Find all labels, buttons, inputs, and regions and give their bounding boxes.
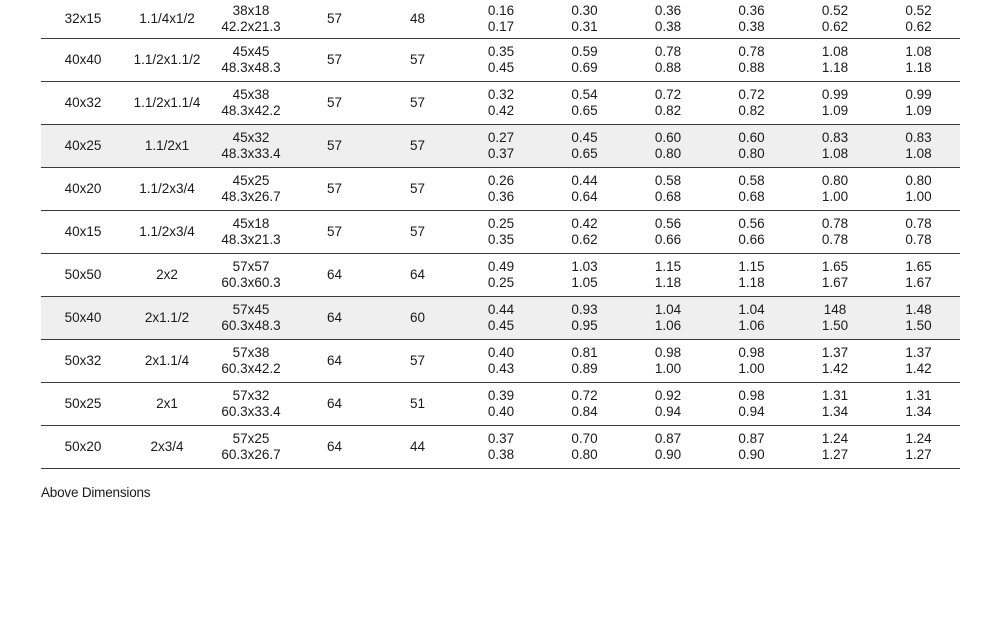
cell-value-1-upper: 0.49 bbox=[487, 258, 515, 274]
cell-value-2-upper: 0.81 bbox=[571, 344, 598, 360]
cell-nominal-mm: 50x40 bbox=[41, 297, 125, 340]
cell-nominal-inch: 2x3/4 bbox=[125, 426, 209, 469]
cell-value-2 bbox=[543, 211, 626, 254]
cell-d: 64 bbox=[293, 254, 376, 297]
cell-value-6-upper: 0.52 bbox=[905, 2, 932, 18]
cell-value-6-lower: 1.09 bbox=[905, 103, 932, 118]
cell-value-2-upper: 0.42 bbox=[571, 215, 598, 231]
cell-nominal-mm: 40x15 bbox=[41, 211, 125, 254]
cell-value-3-lower: 0.80 bbox=[654, 146, 682, 161]
cell-value-3 bbox=[626, 39, 710, 82]
cell-e: 57 bbox=[376, 168, 459, 211]
cell-value-1-upper: 0.16 bbox=[487, 2, 515, 18]
cell-value-6 bbox=[877, 0, 960, 39]
cell-value-3 bbox=[626, 168, 710, 211]
cell-e: 64 bbox=[376, 254, 459, 297]
cell-value-1 bbox=[459, 211, 543, 254]
cell-value-4 bbox=[710, 297, 793, 340]
cell-value-3-lower: 1.06 bbox=[654, 318, 682, 333]
cell-value-3-lower: 0.38 bbox=[654, 19, 682, 34]
cell-value-3-upper: 0.98 bbox=[654, 344, 682, 360]
cell-value-6-lower: 1.00 bbox=[905, 189, 932, 204]
cell-value-6 bbox=[877, 211, 960, 254]
cell-value-6-lower: 1.50 bbox=[905, 318, 932, 333]
cell-nominal-inch: 1.1/4x1/2 bbox=[125, 0, 209, 39]
cell-nominal-inch: 1.1/2x3/4 bbox=[125, 211, 209, 254]
cell-value-6-upper: 1.31 bbox=[905, 387, 932, 403]
cell-value-1-upper: 0.35 bbox=[487, 43, 515, 59]
cell-value-2 bbox=[543, 297, 626, 340]
cell-value-3 bbox=[626, 340, 710, 383]
cell-value-6-upper: 1.37 bbox=[905, 344, 932, 360]
cell-value-6 bbox=[877, 297, 960, 340]
cell-value-4 bbox=[710, 426, 793, 469]
cell-nominal-inch: 2x1 bbox=[125, 383, 209, 426]
cell-value-6 bbox=[877, 426, 960, 469]
cell-nominal-mm: 32x15 bbox=[41, 0, 125, 39]
cell-value-4 bbox=[710, 340, 793, 383]
cell-value-1-lower: 0.42 bbox=[487, 103, 515, 118]
cell-value-3-lower: 0.90 bbox=[654, 447, 682, 462]
cell-value-2 bbox=[543, 125, 626, 168]
cell-value-5-upper: 0.80 bbox=[821, 172, 849, 188]
cell-od-lower: 42.2x21.3 bbox=[221, 19, 281, 34]
table-row bbox=[41, 254, 960, 297]
cell-value-5-upper: 0.52 bbox=[821, 2, 849, 18]
cell-value-5 bbox=[793, 254, 877, 297]
cell-d: 57 bbox=[293, 0, 376, 39]
cell-value-4-upper: 0.58 bbox=[738, 172, 765, 188]
cell-nominal-inch: 2x1.1/4 bbox=[125, 340, 209, 383]
cell-value-3 bbox=[626, 383, 710, 426]
cell-value-6-upper: 0.80 bbox=[905, 172, 932, 188]
cell-value-5 bbox=[793, 82, 877, 125]
cell-value-4-upper: 0.98 bbox=[738, 344, 765, 360]
cell-value-5-lower: 1.08 bbox=[821, 146, 849, 161]
cell-e: 57 bbox=[376, 125, 459, 168]
cell-value-5-lower: 1.50 bbox=[821, 318, 849, 333]
cell-value-4 bbox=[710, 168, 793, 211]
cell-value-3 bbox=[626, 211, 710, 254]
cell-value-4-lower: 0.38 bbox=[738, 19, 765, 34]
cell-nominal-mm: 40x40 bbox=[41, 39, 125, 82]
cell-value-6-lower: 0.62 bbox=[905, 19, 932, 34]
cell-value-5-upper: 1.24 bbox=[821, 430, 849, 446]
cell-value-3-lower: 0.82 bbox=[654, 103, 682, 118]
cell-value-5 bbox=[793, 0, 877, 39]
cell-od-upper: 45x18 bbox=[232, 215, 270, 231]
cell-od-lower: 48.3x42.2 bbox=[221, 103, 281, 118]
cell-value-3-lower: 1.18 bbox=[654, 275, 682, 290]
cell-value-6-upper: 1.08 bbox=[905, 43, 932, 59]
cell-value-2 bbox=[543, 0, 626, 39]
cell-value-5-lower: 1.67 bbox=[821, 275, 849, 290]
cell-nominal-mm: 40x20 bbox=[41, 168, 125, 211]
cell-nominal-inch: 1.1/2x1.1/4 bbox=[125, 82, 209, 125]
cell-value-3-upper: 0.60 bbox=[654, 129, 682, 145]
cell-value-2-lower: 0.84 bbox=[571, 404, 598, 419]
cell-value-4 bbox=[710, 125, 793, 168]
cell-od-lower: 60.3x48.3 bbox=[221, 318, 281, 333]
cell-value-5-lower: 1.18 bbox=[821, 60, 849, 75]
cell-od bbox=[209, 125, 293, 168]
cell-value-2-lower: 0.65 bbox=[571, 103, 598, 118]
cell-d: 57 bbox=[293, 168, 376, 211]
cell-nominal-mm: 40x32 bbox=[41, 82, 125, 125]
cell-d: 64 bbox=[293, 340, 376, 383]
cell-od-upper: 45x32 bbox=[232, 129, 270, 145]
cell-value-2-lower: 0.95 bbox=[571, 318, 598, 333]
cell-d: 57 bbox=[293, 125, 376, 168]
cell-value-5-lower: 1.09 bbox=[821, 103, 849, 118]
cell-od-upper: 45x25 bbox=[232, 172, 270, 188]
cell-od-upper: 38x18 bbox=[232, 2, 270, 18]
cell-value-1-lower: 0.38 bbox=[487, 447, 515, 462]
cell-nominal-inch: 1.1/2x3/4 bbox=[125, 168, 209, 211]
cell-value-6-upper: 1.65 bbox=[905, 258, 932, 274]
cell-od bbox=[209, 383, 293, 426]
cell-value-2-lower: 0.62 bbox=[571, 232, 598, 247]
cell-value-6-lower: 0.78 bbox=[905, 232, 932, 247]
cell-d: 64 bbox=[293, 426, 376, 469]
cell-value-5 bbox=[793, 125, 877, 168]
cell-od-lower: 48.3x33.4 bbox=[221, 146, 281, 161]
cell-nominal-inch: 1.1/2x1 bbox=[125, 125, 209, 168]
cell-value-5-lower: 1.42 bbox=[821, 361, 849, 376]
cell-e: 60 bbox=[376, 297, 459, 340]
cell-value-4-lower: 1.00 bbox=[738, 361, 765, 376]
table-row bbox=[41, 340, 960, 383]
cell-value-5-upper: 0.83 bbox=[821, 129, 849, 145]
cell-e: 48 bbox=[376, 0, 459, 39]
cell-value-2-lower: 0.80 bbox=[571, 447, 598, 462]
table-row bbox=[41, 0, 960, 39]
cell-value-2-upper: 0.72 bbox=[571, 387, 598, 403]
cell-value-6-upper: 0.78 bbox=[905, 215, 932, 231]
cell-value-5 bbox=[793, 297, 877, 340]
cell-value-5 bbox=[793, 426, 877, 469]
table-row bbox=[41, 426, 960, 469]
cell-nominal-mm: 50x20 bbox=[41, 426, 125, 469]
cell-value-2-upper: 0.70 bbox=[571, 430, 598, 446]
cell-value-1-upper: 0.44 bbox=[487, 301, 515, 317]
cell-value-1 bbox=[459, 297, 543, 340]
cell-od bbox=[209, 168, 293, 211]
cell-value-1-lower: 0.45 bbox=[487, 318, 515, 333]
cell-value-1 bbox=[459, 426, 543, 469]
cell-nominal-mm: 40x25 bbox=[41, 125, 125, 168]
cell-value-3 bbox=[626, 254, 710, 297]
cell-value-3-upper: 0.92 bbox=[654, 387, 682, 403]
cell-value-3-upper: 1.04 bbox=[654, 301, 682, 317]
cell-od bbox=[209, 39, 293, 82]
cell-value-6-upper: 1.48 bbox=[905, 301, 932, 317]
cell-od bbox=[209, 82, 293, 125]
cell-value-3-upper: 1.15 bbox=[654, 258, 682, 274]
cell-value-3-upper: 0.58 bbox=[654, 172, 682, 188]
cell-value-6-lower: 1.18 bbox=[905, 60, 932, 75]
cell-value-4 bbox=[710, 39, 793, 82]
cell-od-lower: 48.3x21.3 bbox=[221, 232, 281, 247]
cell-od-upper: 45x45 bbox=[232, 43, 270, 59]
cell-value-6-lower: 1.42 bbox=[905, 361, 932, 376]
cell-value-4 bbox=[710, 211, 793, 254]
cell-value-4-upper: 1.15 bbox=[738, 258, 765, 274]
cell-od-lower: 60.3x60.3 bbox=[221, 275, 281, 290]
cell-value-4-upper: 0.72 bbox=[738, 86, 765, 102]
cell-value-2-upper: 0.30 bbox=[571, 2, 598, 18]
cell-d: 64 bbox=[293, 297, 376, 340]
cell-od-lower: 48.3x26.7 bbox=[221, 189, 281, 204]
cell-d: 64 bbox=[293, 383, 376, 426]
cell-value-4 bbox=[710, 0, 793, 39]
cell-value-2-upper: 0.45 bbox=[571, 129, 598, 145]
table-row bbox=[41, 82, 960, 125]
cell-value-1-upper: 0.37 bbox=[487, 430, 515, 446]
cell-value-6 bbox=[877, 39, 960, 82]
cell-e: 57 bbox=[376, 82, 459, 125]
cell-value-3-upper: 0.72 bbox=[654, 86, 682, 102]
cell-value-2 bbox=[543, 383, 626, 426]
table-row bbox=[41, 211, 960, 254]
cell-d: 57 bbox=[293, 39, 376, 82]
cell-value-2-lower: 0.31 bbox=[571, 19, 598, 34]
cell-value-2-upper: 0.59 bbox=[571, 43, 598, 59]
cell-value-5-upper: 1.31 bbox=[821, 387, 849, 403]
cell-od-lower: 60.3x26.7 bbox=[221, 447, 281, 462]
cell-od-lower: 60.3x33.4 bbox=[221, 404, 281, 419]
cell-value-6-upper: 0.99 bbox=[905, 86, 932, 102]
cell-value-3-upper: 0.78 bbox=[654, 43, 682, 59]
cell-od-upper: 57x32 bbox=[232, 387, 270, 403]
cell-value-6 bbox=[877, 383, 960, 426]
table-footnote: Above Dimensions bbox=[41, 485, 151, 500]
cell-value-5 bbox=[793, 168, 877, 211]
cell-od bbox=[209, 254, 293, 297]
cell-nominal-mm: 50x32 bbox=[41, 340, 125, 383]
cell-value-1 bbox=[459, 340, 543, 383]
cell-value-4-lower: 0.68 bbox=[738, 189, 765, 204]
cell-od-upper: 57x25 bbox=[232, 430, 270, 446]
cell-value-1-lower: 0.43 bbox=[487, 361, 515, 376]
cell-value-4-lower: 1.18 bbox=[738, 275, 765, 290]
cell-value-6-lower: 1.34 bbox=[905, 404, 932, 419]
cell-nominal-inch: 2x2 bbox=[125, 254, 209, 297]
cell-value-1-lower: 0.45 bbox=[487, 60, 515, 75]
cell-value-6 bbox=[877, 340, 960, 383]
cell-value-4-upper: 0.60 bbox=[738, 129, 765, 145]
cell-value-4-upper: 0.87 bbox=[738, 430, 765, 446]
cell-e: 44 bbox=[376, 426, 459, 469]
cell-value-2-upper: 0.93 bbox=[571, 301, 598, 317]
cell-value-3-lower: 0.94 bbox=[654, 404, 682, 419]
cell-value-2-upper: 1.03 bbox=[571, 258, 598, 274]
cell-value-5-lower: 1.00 bbox=[821, 189, 849, 204]
cell-value-2 bbox=[543, 254, 626, 297]
cell-value-3-upper: 0.87 bbox=[654, 430, 682, 446]
cell-od-upper: 57x38 bbox=[232, 344, 270, 360]
cell-value-2-lower: 0.69 bbox=[571, 60, 598, 75]
cell-value-6-lower: 1.08 bbox=[905, 146, 932, 161]
cell-od-lower: 60.3x42.2 bbox=[221, 361, 281, 376]
cell-value-1 bbox=[459, 0, 543, 39]
cell-nominal-inch: 1.1/2x1.1/2 bbox=[125, 39, 209, 82]
cell-value-3-upper: 0.36 bbox=[654, 2, 682, 18]
cell-value-1-lower: 0.37 bbox=[487, 146, 515, 161]
cell-value-2 bbox=[543, 82, 626, 125]
cell-value-5 bbox=[793, 383, 877, 426]
cell-value-1 bbox=[459, 39, 543, 82]
cell-value-4 bbox=[710, 82, 793, 125]
cell-value-1-lower: 0.36 bbox=[487, 189, 515, 204]
cell-value-6-lower: 1.27 bbox=[905, 447, 932, 462]
cell-value-3-lower: 0.66 bbox=[654, 232, 682, 247]
cell-value-2-upper: 0.54 bbox=[571, 86, 598, 102]
cell-value-4 bbox=[710, 254, 793, 297]
cell-value-3-lower: 0.68 bbox=[654, 189, 682, 204]
cell-value-1-upper: 0.27 bbox=[487, 129, 515, 145]
cell-value-4-upper: 1.04 bbox=[738, 301, 765, 317]
dimensions-table bbox=[41, 0, 960, 469]
cell-nominal-mm: 50x25 bbox=[41, 383, 125, 426]
cell-value-2-lower: 0.64 bbox=[571, 189, 598, 204]
cell-value-3 bbox=[626, 125, 710, 168]
cell-value-4-upper: 0.56 bbox=[738, 215, 765, 231]
cell-od bbox=[209, 297, 293, 340]
cell-value-5 bbox=[793, 39, 877, 82]
cell-value-4-lower: 0.94 bbox=[738, 404, 765, 419]
cell-value-5-upper: 0.99 bbox=[821, 86, 849, 102]
cell-value-5-lower: 0.62 bbox=[821, 19, 849, 34]
cell-value-1-lower: 0.35 bbox=[487, 232, 515, 247]
table-row bbox=[41, 168, 960, 211]
cell-value-1-upper: 0.26 bbox=[487, 172, 515, 188]
cell-value-6 bbox=[877, 125, 960, 168]
cell-value-4-lower: 0.82 bbox=[738, 103, 765, 118]
cell-value-5-upper: 1.65 bbox=[821, 258, 849, 274]
cell-value-5 bbox=[793, 340, 877, 383]
cell-d: 57 bbox=[293, 211, 376, 254]
cell-od bbox=[209, 426, 293, 469]
cell-value-3-lower: 0.88 bbox=[654, 60, 682, 75]
cell-value-1 bbox=[459, 254, 543, 297]
cell-od-upper: 45x38 bbox=[232, 86, 270, 102]
cell-od-upper: 57x57 bbox=[232, 258, 270, 274]
cell-value-1-upper: 0.32 bbox=[487, 86, 515, 102]
cell-od-upper: 57x45 bbox=[232, 301, 270, 317]
cell-e: 57 bbox=[376, 211, 459, 254]
cell-od bbox=[209, 0, 293, 39]
table-row bbox=[41, 125, 960, 168]
cell-e: 57 bbox=[376, 39, 459, 82]
cell-value-1-upper: 0.39 bbox=[487, 387, 515, 403]
cell-value-2 bbox=[543, 340, 626, 383]
cell-value-5-lower: 1.34 bbox=[821, 404, 849, 419]
cell-value-2 bbox=[543, 39, 626, 82]
cell-value-6-upper: 0.83 bbox=[905, 129, 932, 145]
cell-od bbox=[209, 340, 293, 383]
cell-e: 57 bbox=[376, 340, 459, 383]
cell-nominal-inch: 2x1.1/2 bbox=[125, 297, 209, 340]
cell-value-5-lower: 0.78 bbox=[821, 232, 849, 247]
cell-value-4-lower: 0.88 bbox=[738, 60, 765, 75]
cell-nominal-mm: 50x50 bbox=[41, 254, 125, 297]
cell-value-2-lower: 0.89 bbox=[571, 361, 598, 376]
cell-value-1-lower: 0.40 bbox=[487, 404, 515, 419]
cell-value-3-upper: 0.56 bbox=[654, 215, 682, 231]
cell-value-4-lower: 1.06 bbox=[738, 318, 765, 333]
cell-value-3 bbox=[626, 0, 710, 39]
cell-value-2-lower: 1.05 bbox=[571, 275, 598, 290]
cell-value-6 bbox=[877, 168, 960, 211]
cell-value-1-lower: 0.25 bbox=[487, 275, 515, 290]
cell-value-3-lower: 1.00 bbox=[654, 361, 682, 376]
cell-od-lower: 48.3x48.3 bbox=[221, 60, 281, 75]
cell-value-2 bbox=[543, 168, 626, 211]
cell-value-1-lower: 0.17 bbox=[487, 19, 515, 34]
cell-value-4-upper: 0.78 bbox=[738, 43, 765, 59]
cell-value-1-upper: 0.40 bbox=[487, 344, 515, 360]
cell-value-3 bbox=[626, 82, 710, 125]
cell-value-1 bbox=[459, 125, 543, 168]
table-row bbox=[41, 383, 960, 426]
cell-value-1 bbox=[459, 82, 543, 125]
table-row bbox=[41, 297, 960, 340]
cell-value-3 bbox=[626, 297, 710, 340]
cell-value-4-upper: 0.36 bbox=[738, 2, 765, 18]
cell-value-4-lower: 0.66 bbox=[738, 232, 765, 247]
cell-value-4-upper: 0.98 bbox=[738, 387, 765, 403]
table-row bbox=[41, 39, 960, 82]
cell-value-2-upper: 0.44 bbox=[571, 172, 598, 188]
cell-value-6-lower: 1.67 bbox=[905, 275, 932, 290]
cell-value-6-upper: 1.24 bbox=[905, 430, 932, 446]
cell-value-5-upper: 1.08 bbox=[821, 43, 849, 59]
cell-d: 57 bbox=[293, 82, 376, 125]
cell-value-5-upper: 0.78 bbox=[821, 215, 849, 231]
cell-value-6 bbox=[877, 82, 960, 125]
cell-od bbox=[209, 211, 293, 254]
cell-value-4-lower: 0.90 bbox=[738, 447, 765, 462]
cell-value-1 bbox=[459, 383, 543, 426]
cell-value-4-lower: 0.80 bbox=[738, 146, 765, 161]
cell-value-1 bbox=[459, 168, 543, 211]
cell-value-3 bbox=[626, 426, 710, 469]
cell-value-6 bbox=[877, 254, 960, 297]
cell-value-5-lower: 1.27 bbox=[821, 447, 849, 462]
cell-value-2-lower: 0.65 bbox=[571, 146, 598, 161]
cell-e: 51 bbox=[376, 383, 459, 426]
cell-value-5-upper: 1.37 bbox=[821, 344, 849, 360]
cell-value-5-upper: 148 bbox=[823, 301, 847, 317]
cell-value-4 bbox=[710, 383, 793, 426]
cell-value-5 bbox=[793, 211, 877, 254]
cell-value-1-upper: 0.25 bbox=[487, 215, 515, 231]
cell-value-2 bbox=[543, 426, 626, 469]
